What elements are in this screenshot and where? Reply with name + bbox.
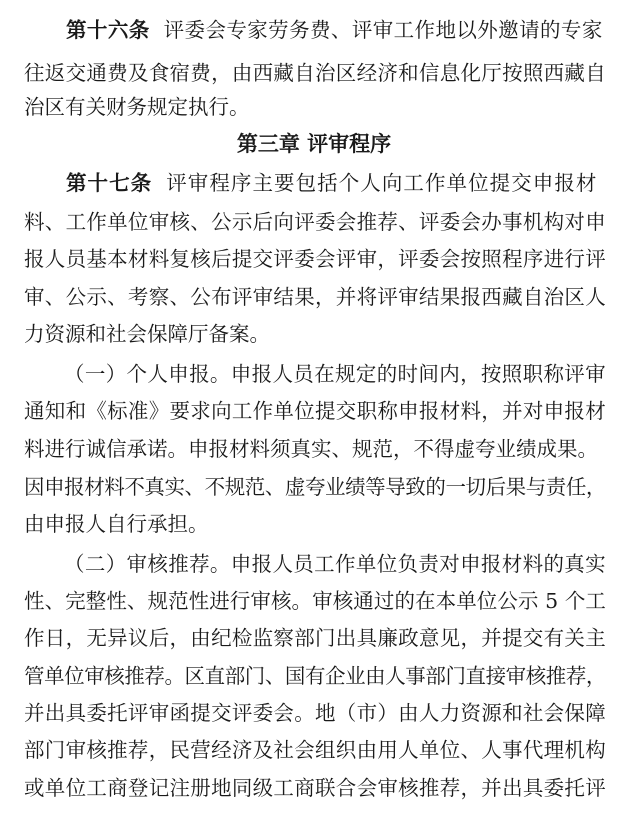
- article-16-line-1: [0, 12, 628, 48]
- article-16-label: 第十六条: [66, 18, 150, 42]
- article-17-line-1: [0, 165, 628, 201]
- article-17-line-2: 料、工作单位审核、公示后向评委会推荐、评委会办事机构对申: [24, 210, 606, 234]
- article-17-label: 第十七条: [66, 171, 153, 195]
- article-17-line-5: 力资源和社会保障厅备案。: [24, 322, 270, 346]
- article-16-text-1: 评委会专家劳务费、评审工作地以外邀请的专家: [163, 18, 603, 42]
- article-17-line-4: 审、公示、考察、公布评审结果，并将评审结果报西藏自治区人: [24, 285, 606, 309]
- article-16-line-3: 治区有关财务规定执行。: [24, 95, 250, 119]
- item-1-line-2: 通知和《标准》要求向工作单位提交职称申报材料，并对申报材: [24, 399, 606, 423]
- item-1-line-4: 因申报材料不真实、不规范、虚夸业绩等导致的一切后果与责任，: [24, 475, 606, 499]
- item-2-line-5: 并出具委托评审函提交评委会。地（市）由人力资源和社会保障: [24, 701, 606, 725]
- item-2-line-1: （二）审核推荐。申报人员工作单位负责对申报材料的真实: [64, 552, 606, 576]
- item-2-line-6: 部门审核推荐，民营经济及社会组织由用人单位、人事代理机构: [24, 738, 606, 762]
- item-2-line-3: 作日，无异议后，由纪检监察部门出具廉政意见，并提交有关主: [24, 626, 606, 650]
- item-1-line-3: 料进行诚信承诺。申报材料须真实、规范，不得虚夸业绩成果。: [24, 437, 598, 461]
- item-1-line-1: （一）个人申报。申报人员在规定的时间内，按照职称评审: [64, 362, 606, 386]
- item-2-line-4: 管单位审核推荐。区直部门、国有企业由人事部门直接审核推荐，: [24, 664, 606, 688]
- article-16-line-2: 往返交通费及食宿费，由西藏自治区经济和信息化厅按照西藏自: [24, 61, 606, 85]
- item-2-line-7: 或单位工商登记注册地同级工商联合会审核推荐，并出具委托评: [24, 776, 606, 800]
- article-17-text-1: 评审程序主要包括个人向工作单位提交申报材: [166, 171, 598, 195]
- article-17-line-3: 报人员基本材料复核后提交评委会评审，评委会按照程序进行评: [24, 247, 606, 271]
- chapter-heading: 第三章 评审程序: [236, 132, 392, 156]
- item-2-line-2: 性、完整性、规范性进行审核。审核通过的在本单位公示 5 个工: [24, 589, 606, 613]
- item-1-line-5: 由申报人自行承担。: [24, 512, 209, 536]
